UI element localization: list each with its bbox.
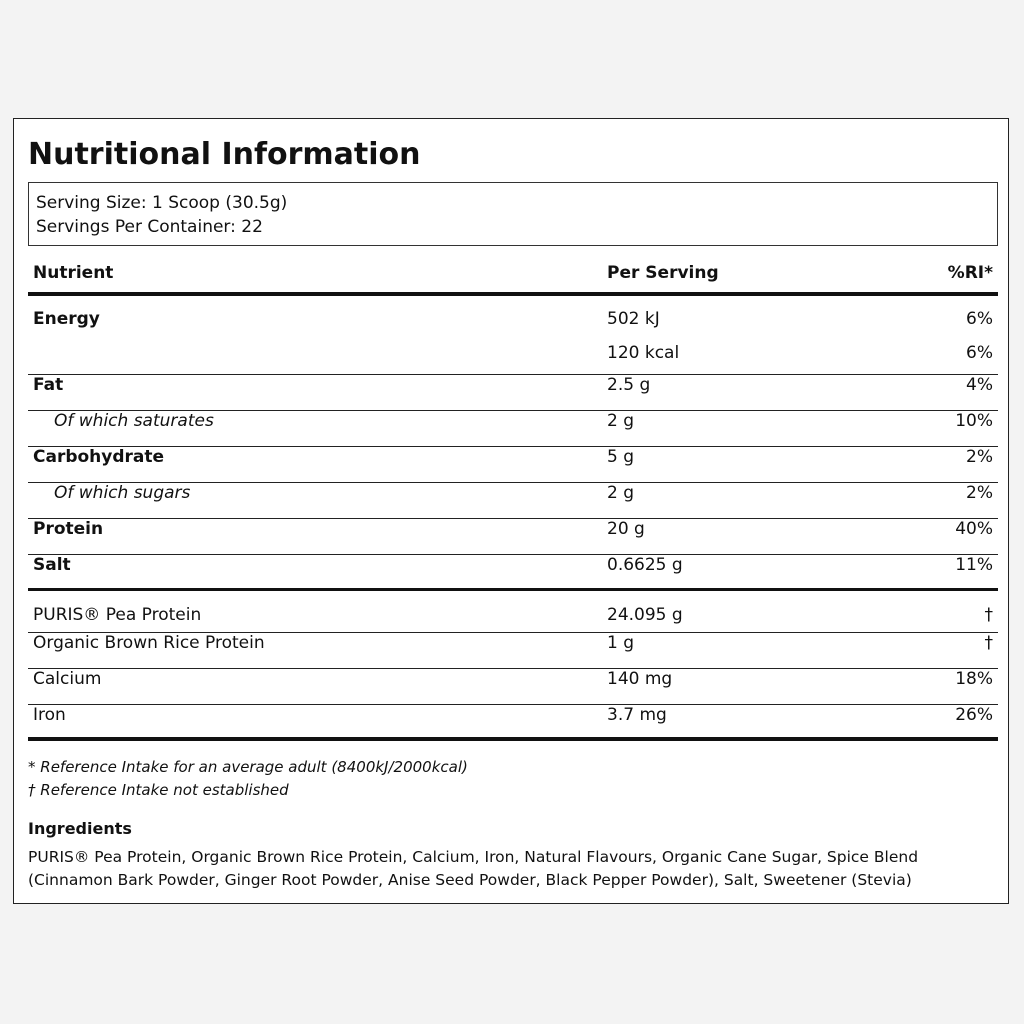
nutrient-amount: 1 g bbox=[607, 633, 635, 653]
nutrient-name: Protein bbox=[33, 519, 104, 539]
ingredients-title: Ingredients bbox=[28, 819, 132, 838]
panel-title: Nutritional Information bbox=[28, 137, 421, 172]
table-header-row bbox=[28, 256, 998, 296]
nutrient-amount: 2 g bbox=[607, 411, 635, 431]
energy-kcal-value: 120 kcal bbox=[607, 343, 680, 363]
servings-per-container: Servings Per Container: 22 bbox=[36, 217, 263, 237]
nutrient-amount: 140 mg bbox=[607, 669, 673, 689]
table-row-rice-protein bbox=[28, 633, 998, 669]
table-row-sugars bbox=[28, 483, 998, 519]
table-row-salt bbox=[28, 555, 998, 591]
nutrient-amount: 3.7 mg bbox=[607, 705, 667, 725]
serving-size: Serving Size: 1 Scoop (30.5g) bbox=[36, 193, 288, 213]
nutrient-name: Of which sugars bbox=[54, 483, 191, 503]
energy-kcal-ri: 6% bbox=[966, 343, 993, 363]
nutrient-ri: 26% bbox=[955, 705, 993, 725]
table-row-protein bbox=[28, 519, 998, 555]
nutrient-name: Iron bbox=[33, 705, 66, 725]
nutrient-ri: 10% bbox=[955, 411, 993, 431]
nutrient-amount: 2 g bbox=[607, 483, 635, 503]
nutrient-name: Salt bbox=[33, 555, 71, 575]
nutrient-name: PURIS® Pea Protein bbox=[33, 605, 202, 625]
nutrient-ri: 2% bbox=[966, 447, 993, 467]
nutrition-panel bbox=[13, 118, 1009, 904]
footnotes bbox=[28, 756, 468, 802]
serving-info-box bbox=[28, 182, 998, 246]
nutrient-name: Fat bbox=[33, 375, 64, 395]
table-row-carbohydrate bbox=[28, 447, 998, 483]
header-nutrient: Nutrient bbox=[33, 263, 114, 283]
ingredients-text: PURIS® Pea Protein, Organic Brown Rice Protein, Calcium, Iron, Natural Flavours, Organic Cane Sugar, Spice Blend (Cinnamon Bark Powder, Ginger Root Powder, Anise Seed Powder, Black Pepper Powder), Salt, Sweetener (Stevia) bbox=[28, 848, 919, 889]
nutrient-name: Calcium bbox=[33, 669, 102, 689]
nutrient-ri: 18% bbox=[955, 669, 993, 689]
header-per-serving: Per Serving bbox=[607, 263, 719, 283]
nutrient-name: Of which saturates bbox=[54, 411, 214, 431]
table-row-calcium bbox=[28, 669, 998, 705]
nutrient-ri: † bbox=[984, 633, 993, 653]
nutrient-name: Energy bbox=[33, 309, 100, 329]
table-row-pea-protein bbox=[28, 591, 998, 633]
nutrient-ri: 11% bbox=[955, 555, 993, 575]
dagger-footnote: † Reference Intake not established bbox=[28, 781, 289, 799]
header-ri: %RI* bbox=[947, 263, 993, 283]
nutrition-table bbox=[28, 256, 998, 741]
nutrient-amount: 0.6625 g bbox=[607, 555, 683, 575]
energy-kj-value: 502 kJ bbox=[607, 309, 660, 329]
table-row-energy bbox=[28, 296, 998, 375]
nutrient-amount: 24.095 g bbox=[607, 605, 683, 625]
table-row-iron bbox=[28, 705, 998, 741]
nutrient-amount: 20 g bbox=[607, 519, 645, 539]
energy-kj-ri: 6% bbox=[966, 309, 993, 329]
nutrient-ri: 2% bbox=[966, 483, 993, 503]
nutrient-ri: † bbox=[984, 605, 993, 625]
nutrient-ri: 40% bbox=[955, 519, 993, 539]
nutrient-amount: 5 g bbox=[607, 447, 635, 467]
ri-footnote: * Reference Intake for an average adult (8400kJ/2000kcal) bbox=[28, 758, 468, 776]
table-row-saturates bbox=[28, 411, 998, 447]
nutrient-ri: 4% bbox=[966, 375, 993, 395]
nutrient-name: Organic Brown Rice Protein bbox=[33, 633, 265, 653]
nutrient-amount: 2.5 g bbox=[607, 375, 651, 395]
table-row-fat bbox=[28, 375, 998, 411]
nutrient-name: Carbohydrate bbox=[33, 447, 165, 467]
